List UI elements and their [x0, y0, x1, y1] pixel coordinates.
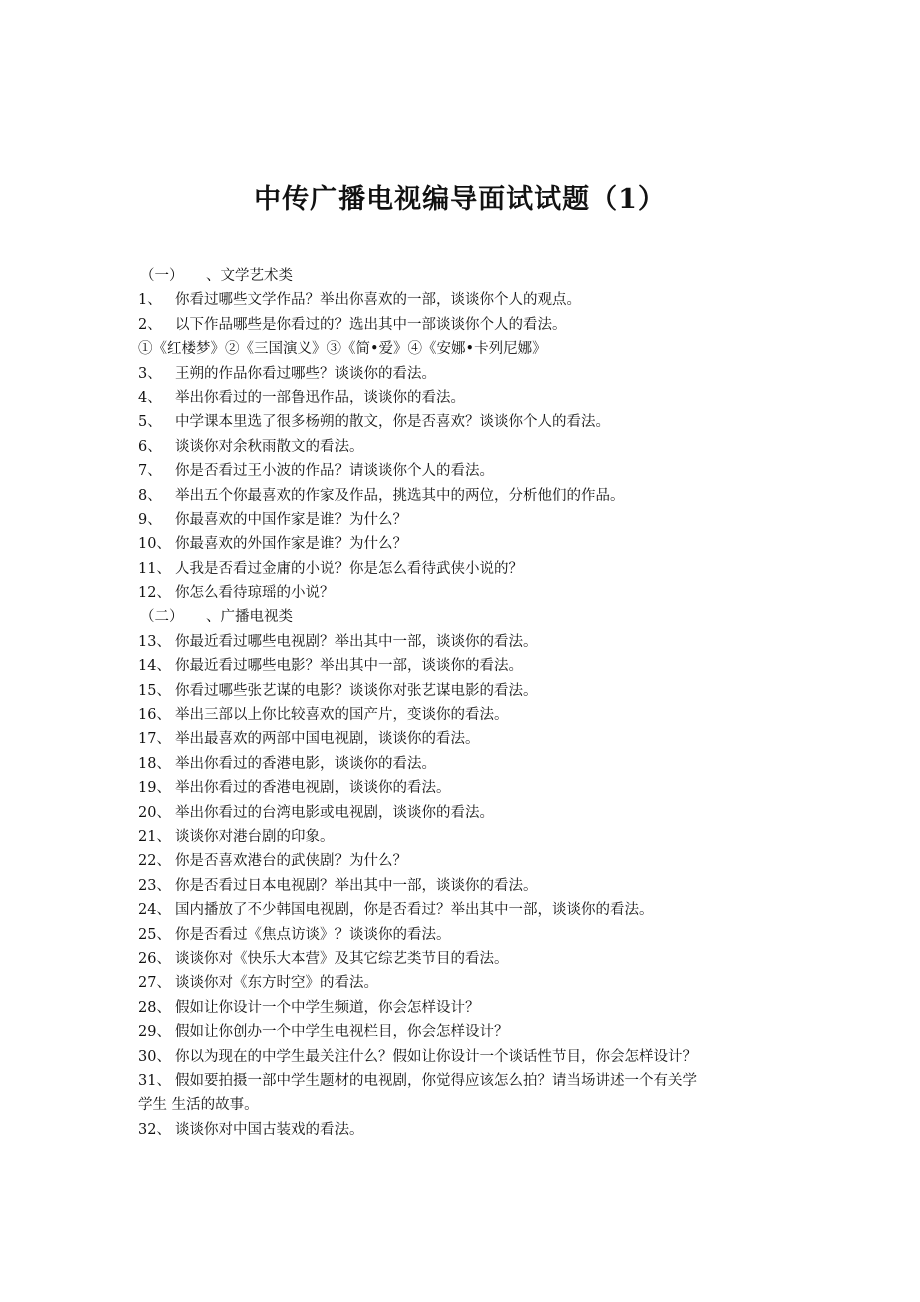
question-number: 15、	[138, 682, 171, 699]
question-item	[138, 752, 788, 776]
section-number: （一）	[140, 268, 184, 284]
question-item	[138, 484, 788, 508]
question-item	[138, 923, 788, 947]
section-number: （二）	[140, 609, 184, 626]
question-item	[138, 898, 788, 922]
question-text: 你是否看过日本电视剧？举出其中一部，谈谈你的看法。	[175, 877, 538, 894]
question-item	[138, 703, 788, 727]
question-number: 31、	[138, 1072, 171, 1089]
question-text: 谈谈你对《东方时空》的看法。	[175, 975, 378, 992]
question-text: 谈谈你对余秋雨散文的看法。	[175, 438, 364, 455]
question-item	[138, 727, 788, 751]
question-item	[138, 654, 788, 678]
question-text: 谈谈你对港台剧的印象。	[175, 828, 335, 845]
question-text: 你是否看过王小波的作品？请谈谈你个人的看法。	[175, 463, 494, 480]
question-number: 2、	[138, 316, 162, 333]
question-item	[138, 1045, 788, 1069]
question-item	[138, 508, 788, 532]
question-text: 举出五个你最喜欢的作家及作品，挑选其中的两位，分析他们的作品。	[175, 487, 625, 504]
question-number: 9、	[138, 511, 162, 528]
question-text: 举出你看过的香港电视剧，谈谈你的看法。	[175, 780, 451, 797]
question-item	[138, 435, 788, 459]
question-text: 你最喜欢的外国作家是谁？为什么？	[175, 536, 407, 553]
question-text-continuation: 学生 生活的故事。	[138, 1097, 259, 1114]
question-text: 举出你看过的香港电影，谈谈你的看法。	[175, 755, 436, 772]
question-text: 举出你看过的台湾电影或电视剧，谈谈你的看法。	[175, 804, 494, 821]
question-number: 21、	[138, 828, 171, 845]
question-number: 14、	[138, 658, 171, 675]
question-number: 22、	[138, 853, 171, 870]
question-item	[138, 581, 788, 605]
question-text: 你看过哪些文学作品？举出你喜欢的一部，谈谈你个人的观点。	[175, 292, 581, 309]
question-text: 人我是否看过金庸的小说？你是怎么看待武侠小说的？	[175, 560, 523, 577]
question-number: 29、	[138, 1024, 171, 1041]
question-number: 6、	[138, 438, 162, 455]
question-number: 19、	[138, 780, 171, 797]
question-number: 28、	[138, 999, 171, 1016]
question-text: 假如让你创办一个中学生电视栏目，你会怎样设计？	[175, 1024, 509, 1041]
question-number: 12、	[138, 585, 171, 602]
question-text: 你怎么看待琼瑶的小说？	[175, 585, 335, 602]
question-text: 王朔的作品你看过哪些？谈谈你的看法。	[175, 365, 436, 382]
question-item	[138, 971, 788, 995]
question-number: 27、	[138, 975, 171, 992]
question-text: 谈谈你对《快乐大本营》及其它综艺类节目的看法。	[175, 950, 509, 967]
question-text: 你是否看过《焦点访谈》？谈谈你的看法。	[175, 926, 451, 943]
question-number: 5、	[138, 414, 162, 431]
question-text: 你最近看过哪些电视剧？举出其中一部，谈谈你的看法。	[175, 633, 538, 650]
question-text: 国内播放了不少韩国电视剧，你是否看过？举出其中一部，谈谈你的看法。	[175, 902, 654, 919]
question-text: 以下作品哪些是你看过的？选出其中一部谈谈你个人的看法。	[175, 316, 567, 333]
question-item	[138, 362, 788, 386]
question-number: 18、	[138, 755, 171, 772]
question-number: 32、	[138, 1121, 171, 1138]
question-text: 举出你看过的一部鲁迅作品，谈谈你的看法。	[175, 389, 465, 406]
question-item	[138, 386, 788, 410]
section-heading	[138, 264, 788, 288]
question-item	[138, 557, 788, 581]
question-number: 16、	[138, 707, 171, 724]
question-text: 中学课本里选了很多杨朔的散文，你是否喜欢？谈谈你个人的看法。	[175, 414, 610, 431]
question-item	[138, 1118, 788, 1142]
question-item	[138, 313, 788, 337]
question-text: ①《红楼梦》②《三国演义》③《简•爱》④《安娜•卡列尼娜》	[138, 341, 547, 358]
section-title: 、广播电视类	[206, 609, 293, 626]
question-number: 13、	[138, 633, 171, 650]
question-number: 8、	[138, 487, 162, 504]
question-text: 你最喜欢的中国作家是谁？为什么？	[175, 511, 407, 528]
question-item	[138, 337, 788, 361]
question-text: 举出最喜欢的两部中国电视剧，谈谈你的看法。	[175, 731, 480, 748]
question-number: 10、	[138, 536, 171, 553]
question-number: 30、	[138, 1048, 171, 1065]
question-text: 你看过哪些张艺谋的电影？谈谈你对张艺谋电影的看法。	[175, 682, 538, 699]
question-item	[138, 996, 788, 1020]
question-item	[138, 801, 788, 825]
question-number: 24、	[138, 902, 171, 919]
question-item	[138, 630, 788, 654]
question-text: 假如要拍摄一部中学生题材的电视剧，你觉得应该怎么拍？请当场讲述一个有关学	[175, 1072, 697, 1089]
question-item	[138, 825, 788, 849]
question-item	[138, 1069, 788, 1093]
document-title: 中传广播电视编导面试试题（1）	[254, 184, 666, 215]
question-text: 假如让你设计一个中学生频道，你会怎样设计？	[175, 999, 480, 1016]
question-number: 7、	[138, 463, 162, 480]
question-number: 23、	[138, 877, 171, 894]
question-number: 4、	[138, 389, 162, 406]
question-text: 你以为现在的中学生最关注什么？假如让你设计一个谈话性节目，你会怎样设计？	[175, 1048, 697, 1065]
question-item	[138, 532, 788, 556]
question-number: 3、	[138, 365, 162, 382]
section-heading	[138, 605, 788, 629]
question-number: 17、	[138, 731, 171, 748]
question-text: 你是否喜欢港台的武侠剧？为什么？	[175, 853, 407, 870]
question-item	[138, 288, 788, 312]
question-number: 1、	[138, 292, 162, 309]
question-item	[138, 1020, 788, 1044]
question-number: 11、	[138, 560, 171, 577]
question-item	[138, 459, 788, 483]
section-title: 、文学艺术类	[206, 268, 293, 284]
question-number: 20、	[138, 804, 171, 821]
question-item	[138, 679, 788, 703]
question-list	[138, 264, 788, 1142]
question-item	[138, 947, 788, 971]
question-item	[138, 874, 788, 898]
question-item	[138, 849, 788, 873]
question-text: 举出三部以上你比较喜欢的国产片，变谈你的看法。	[175, 707, 509, 724]
question-text: 你最近看过哪些电影？举出其中一部，谈谈你的看法。	[175, 658, 523, 675]
question-text: 谈谈你对中国古装戏的看法。	[175, 1121, 364, 1138]
question-number: 25、	[138, 926, 171, 943]
question-number: 26、	[138, 950, 171, 967]
question-item	[138, 410, 788, 434]
question-item	[138, 776, 788, 800]
